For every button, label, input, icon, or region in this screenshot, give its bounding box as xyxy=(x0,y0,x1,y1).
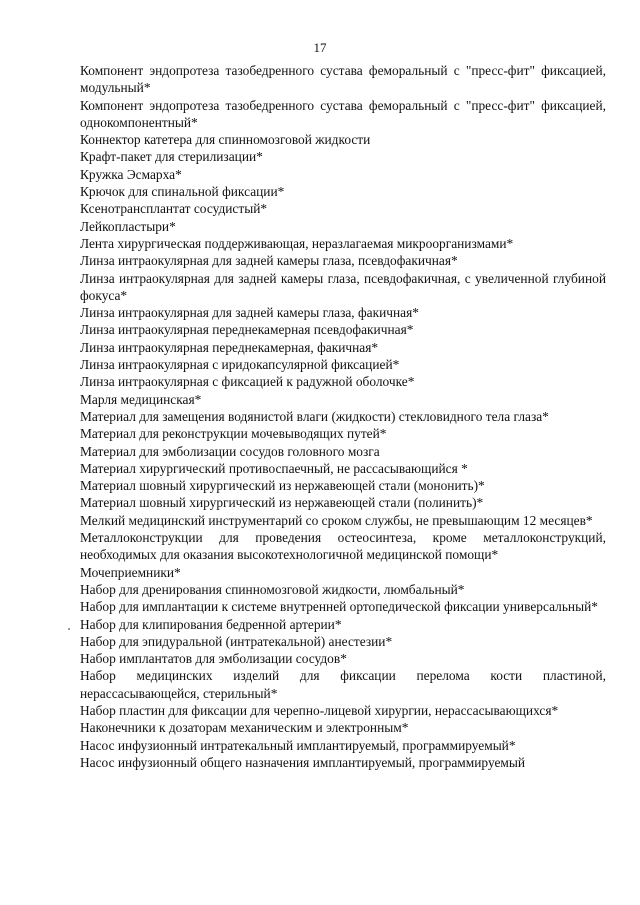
list-item: Насос инфузионный интратекальный имплантируемый, программируемый* xyxy=(80,737,516,753)
list-item: Крафт-пакет для стерилизации* xyxy=(80,149,263,165)
list-item: Набор пластин для фиксации для черепно-лицевой хирургии, нерассасывающихся* xyxy=(80,702,559,718)
list-item: Материал для эмболизации сосудов головного мозга xyxy=(80,443,380,459)
list-item: Набор медицинских изделий для фиксации перелома кости пластиной, нерассасывающейся, стерильный* xyxy=(80,668,606,701)
list-item: Металлоконструкции для проведения остеосинтеза, кроме металлоконструкций, необходимых для оказания высокотехнологичной медицинской помощи* xyxy=(80,530,606,563)
list-item: Кружка Эсмарха* xyxy=(80,166,182,182)
list-item: Ксенотрансплантат сосудистый* xyxy=(80,201,268,217)
list-item: Линза интраокулярная с фиксацией к радужной оболочке* xyxy=(80,374,415,390)
list-item: Лейкопластыри* xyxy=(80,218,176,234)
list-item: Материал шовный хирургический из нержавеющей стали (полинить)* xyxy=(80,495,484,511)
list-item: Набор имплантатов для эмболизации сосудов* xyxy=(80,651,347,667)
list-item: Линза интраокулярная для задней камеры глаза, псевдофакичная* xyxy=(80,253,458,269)
scan-speck xyxy=(68,628,70,630)
list-item: Насос инфузионный общего назначения имплантируемый, программируемый xyxy=(80,754,526,770)
list-item: Набор для клипирования бедренной артерии* xyxy=(80,616,342,632)
list-item: Линза интраокулярная для задней камеры глаза, факичная* xyxy=(80,305,419,321)
list-item: Компонент эндопротеза тазобедренного сустава феморальный с "пресс-фит" фиксацией, однокомпонентный* xyxy=(80,97,606,130)
list-item: Материал для реконструкции мочевыводящих путей* xyxy=(80,426,387,442)
list-item: Крючок для спинальной фиксации* xyxy=(80,184,285,200)
list-item: Лента хирургическая поддерживающая, неразлагаемая микроорганизмами* xyxy=(80,235,514,251)
list-item: Линза интраокулярная с иридокапсулярной фиксацией* xyxy=(80,357,400,373)
list-item: Линза интраокулярная переднекамерная псевдофакичная* xyxy=(80,322,414,338)
list-item: Набор для эпидуральной (интратекальной) анестезии* xyxy=(80,633,393,649)
list-item: Материал для замещения водянистой влаги (жидкости) стекловидного тела глаза* xyxy=(80,408,549,424)
list-item: Материал шовный хирургический из нержавеющей стали (мононить)* xyxy=(80,478,485,494)
list-item: Коннектор катетера для спинномозговой жидкости xyxy=(80,132,371,148)
list-item: Набор для дренирования спинномозговой жидкости, люмбальный* xyxy=(80,581,465,597)
page-number: 17 xyxy=(313,40,327,55)
device-list xyxy=(80,62,606,771)
list-item: Компонент эндопротеза тазобедренного сустава феморальный с "пресс-фит" фиксацией, модульный* xyxy=(80,63,606,96)
list-item: Мелкий медицинский инструментарий со сроком службы, не превышающим 12 месяцев* xyxy=(80,512,593,528)
list-item: Линза интраокулярная переднекамерная, факичная* xyxy=(80,339,379,355)
list-item: Наконечники к дозаторам механическим и электронным* xyxy=(80,720,409,736)
list-item: Материал хирургический противоспаечный, не рассасывающийся * xyxy=(80,460,468,476)
list-item: Линза интраокулярная для задней камеры глаза, псевдофакичная, с увеличенной глубиной фокуса* xyxy=(80,270,606,303)
list-item: Мочеприемники* xyxy=(80,564,181,580)
list-item: Марля медицинская* xyxy=(80,391,202,407)
list-item: Набор для имплантации к системе внутренней ортопедической фиксации универсальный* xyxy=(80,599,598,615)
